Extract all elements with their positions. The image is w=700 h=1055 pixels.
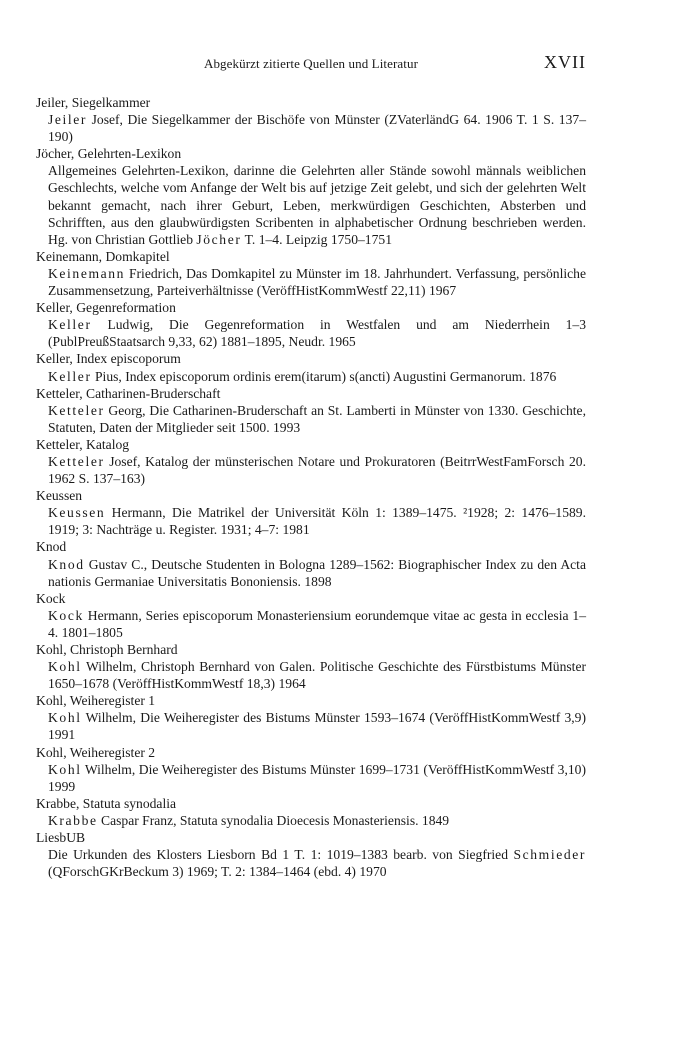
entry-short-title: Keller, Index episcoporum <box>36 351 181 367</box>
entry-editor: Jöcher <box>196 231 242 247</box>
page-number: XVII <box>544 52 586 72</box>
entry-short-title: Knod <box>36 539 67 555</box>
entry-short-title: Krabbe, Statuta synodalia <box>36 795 177 811</box>
entry-text: Wilhelm, Christoph Bernhard von Galen. Politische Geschichte des Fürstbistums Münster 1650–1678 (VeröffHistKommWestf 18,3) 1964 <box>48 659 586 692</box>
entry-full-citation <box>36 162 586 247</box>
entry-short-title: Keller, Gegenreformation <box>36 300 176 316</box>
entry-short-title: LiesbUB <box>36 830 86 846</box>
bibliography-entry <box>36 641 586 692</box>
entry-full-citation <box>36 265 586 299</box>
bibliography-entry <box>36 590 586 641</box>
bibliography-entry <box>36 145 586 248</box>
bibliography-entry <box>36 385 586 436</box>
entry-author: Ketteler <box>48 453 105 469</box>
entry-text: Wilhelm, Die Weiheregister des Bistums Münster 1699–1731 (VeröffHistKommWestf 3,10) 1999 <box>48 761 586 794</box>
entry-text: Die Urkunden des Klosters Liesborn Bd 1 T. 1: 1019–1383 bearb. von Siegfried <box>48 847 514 863</box>
entry-short-title: Keinemann, Domkapitel <box>36 248 170 264</box>
entry-author: Keller <box>48 368 92 384</box>
entry-full-citation <box>36 812 586 829</box>
entry-text-after: (QForschGKrBeckum 3) 1969; T. 2: 1384–1464 (ebd. 4) 1970 <box>48 864 387 880</box>
entry-text: Caspar Franz, Statuta synodalia Dioecesis Monasteriensis. 1849 <box>97 812 450 828</box>
entry-text: Georg, Die Catharinen-Bruderschaft an St. Lamberti in Münster von 1330. Geschichte, Statuten, Daten der Mitglieder seit 1500. 1993 <box>48 402 586 435</box>
entry-author: Ketteler <box>48 402 105 418</box>
bibliography-entry <box>36 829 586 880</box>
entry-short-title: Ketteler, Catharinen-Bruderschaft <box>36 385 221 401</box>
entry-author: Knod <box>48 556 85 572</box>
entry-text: Josef, Katalog der münsterischen Notare und Prokuratoren (BeitrrWestFamForsch 20. 1962 S. 137–163) <box>48 453 586 487</box>
entry-full-citation <box>36 658 586 692</box>
entry-short-title: Jeiler, Siegelkammer <box>36 95 151 110</box>
entry-full-citation <box>36 846 586 880</box>
entry-short-title: Jöcher, Gelehrten-Lexikon <box>36 146 182 162</box>
bibliography-entry <box>36 795 586 829</box>
entry-full-citation <box>36 709 586 743</box>
bibliography-entry <box>36 436 586 487</box>
entry-text: Hermann, Series episcoporum Monasteriensium eorundemque vitae ac gesta in ecclesia 1–4. 1801–1805 <box>48 607 586 640</box>
entry-full-citation <box>36 453 586 487</box>
entry-full-citation <box>36 402 586 436</box>
entry-short-title: Ketteler, Katalog <box>36 436 130 452</box>
running-head <box>36 52 586 74</box>
entry-text: Hermann, Die Matrikel der Universität Köln 1: 1389–1475. ²1928; 2: 1476–1589. 1919; 3: Nachträge u. Register. 1931; 4–7: 1981 <box>48 505 586 538</box>
running-title: Abgekürzt zitierte Quellen und Literatur <box>203 56 419 71</box>
entry-text: Josef, Die Siegelkammer der Bischöfe von Münster (ZVaterländG 64. 1906 T. 1 S. 137–190) <box>48 112 586 145</box>
entry-short-title: Kohl, Weiheregister 2 <box>36 744 156 760</box>
bibliography-entry <box>36 299 586 350</box>
bibliography-entry <box>36 350 586 384</box>
bibliography-list <box>36 94 586 880</box>
entry-full-citation <box>36 111 586 145</box>
bibliography-entry <box>36 744 586 795</box>
entry-text: Friedrich, Das Domkapitel zu Münster im 18. Jahrhundert. Verfassung, persönliche Zusammensetzung, Parteiverhältnisse (VeröffHistKommWestf 22,11) 1967 <box>48 265 586 299</box>
entry-author: Krabbe <box>48 812 98 828</box>
entry-author: Keinemann <box>48 265 126 281</box>
bibliography-entry <box>36 94 586 145</box>
entry-text: Ludwig, Die Gegenreformation in Westfalen und am Niederrhein 1–3 (PublPreußStaatsarch 9,33, 62) 1881–1895, Neudr. 1965 <box>48 317 586 350</box>
bibliography-entry <box>36 487 586 538</box>
entry-short-title: Kohl, Christoph Bernhard <box>36 642 178 657</box>
entry-full-citation <box>36 368 586 385</box>
entry-text-after: T. 1–4. Leipzig 1750–1751 <box>241 231 392 247</box>
entry-short-title: Keussen <box>36 488 83 504</box>
entry-author: Kock <box>48 607 84 623</box>
entry-full-citation <box>36 316 586 350</box>
entry-short-title: Kock <box>36 590 66 606</box>
entry-full-citation <box>36 504 586 538</box>
entry-short-title: Kohl, Weiheregister 1 <box>36 693 156 709</box>
entry-text: Pius, Index episcoporum ordinis erem(itarum) s(ancti) Augustini Germanorum. 1876 <box>91 368 557 384</box>
entry-full-citation <box>36 761 586 795</box>
entry-author: Keller <box>48 317 92 333</box>
entry-author: Keussen <box>48 505 106 521</box>
entry-text: Gustav C., Deutsche Studenten in Bologna 1289–1562: Biographischer Index zu den Acta nationis Germaniae Universitatis Bononiensis. 1898 <box>48 556 586 589</box>
bibliography-entry <box>36 692 586 743</box>
bibliography-entry <box>36 538 586 589</box>
entry-author: Kohl <box>48 659 82 675</box>
bibliography-entry <box>36 248 586 299</box>
entry-full-citation <box>36 607 586 641</box>
entry-author: Jeiler <box>48 112 88 128</box>
entry-editor: Schmieder <box>513 847 586 863</box>
entry-author: Kohl <box>48 710 82 726</box>
entry-text: Allgemeines Gelehrten-Lexikon, darinne die Gelehrten aller Stände sowohl männals weiblichen Geschlechts, welche vom Anfange der Welt bis auf jetzige Zeit gelebt, und sich der gelehrten Welt bekannt gemacht, nach ihrer Geburt, Leben, merkwürdigen Geschichten, Absterben und Schrifften, aus den glaubwürdigsten Scribenten in alphabetischer Ordnung beschrieben werden. Hg. von Christian Gottlieb <box>48 163 586 247</box>
entry-text: Wilhelm, Die Weiheregister des Bistums Münster 1593–1674 (VeröffHistKommWestf 3,9) 1991 <box>48 710 586 743</box>
entry-author: Kohl <box>48 761 82 777</box>
entry-full-citation <box>36 556 586 590</box>
